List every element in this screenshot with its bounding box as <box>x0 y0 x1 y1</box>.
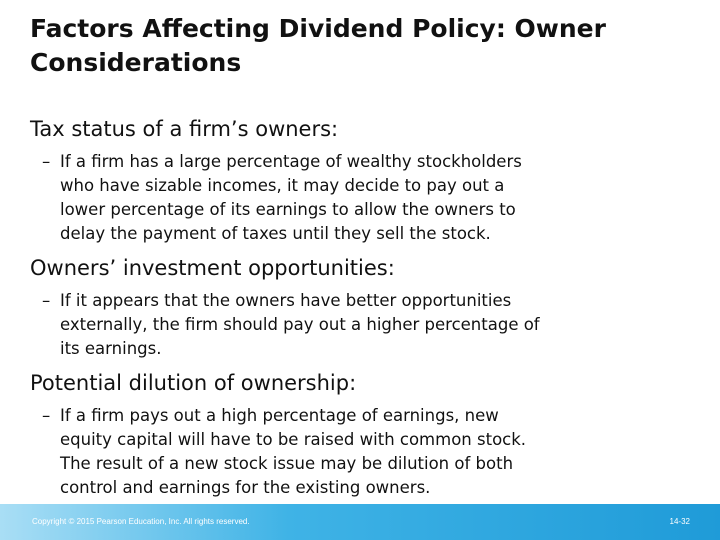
dash-marker: – <box>42 291 51 310</box>
page-number: 14-32 <box>669 517 690 526</box>
dash-marker: – <box>42 406 51 425</box>
sub-bullet-text: If a firm pays out a high percentage of earnings, new equity capital will have to be raised with common stock. The result of a new stock issue may be dilution of both control and earnings for the existing owners. <box>60 406 527 497</box>
footer-bar <box>0 504 720 540</box>
sub-bullet-text: If it appears that the owners have better opportunities externally, the firm should pay out a higher percentage of its earnings. <box>60 291 540 358</box>
bullet-heading: Owners’ investment opportunities: <box>30 256 395 280</box>
section-tax-status <box>30 115 700 246</box>
dash-marker: – <box>42 152 51 171</box>
section-dilution <box>30 369 700 500</box>
sub-bullet-text: If a firm has a large percentage of wealthy stockholders who have sizable incomes, it may decide to pay out a lower percentage of its earnings to allow the owners to delay the payment of taxes until they sell the stock. <box>60 152 522 243</box>
sub-bullet <box>30 289 700 361</box>
bullet-heading: Potential dilution of ownership: <box>30 371 357 395</box>
sub-bullet <box>30 404 700 500</box>
sub-bullet <box>30 150 700 246</box>
section-investment-opportunities <box>30 254 700 361</box>
slide-title: Factors Affecting Dividend Policy: Owner Considerations <box>30 14 606 77</box>
slide-content <box>30 115 700 508</box>
copyright-notice: Copyright © 2015 Pearson Education, Inc. All rights reserved. <box>32 517 250 526</box>
bullet-heading: Tax status of a firm’s owners: <box>30 117 339 141</box>
